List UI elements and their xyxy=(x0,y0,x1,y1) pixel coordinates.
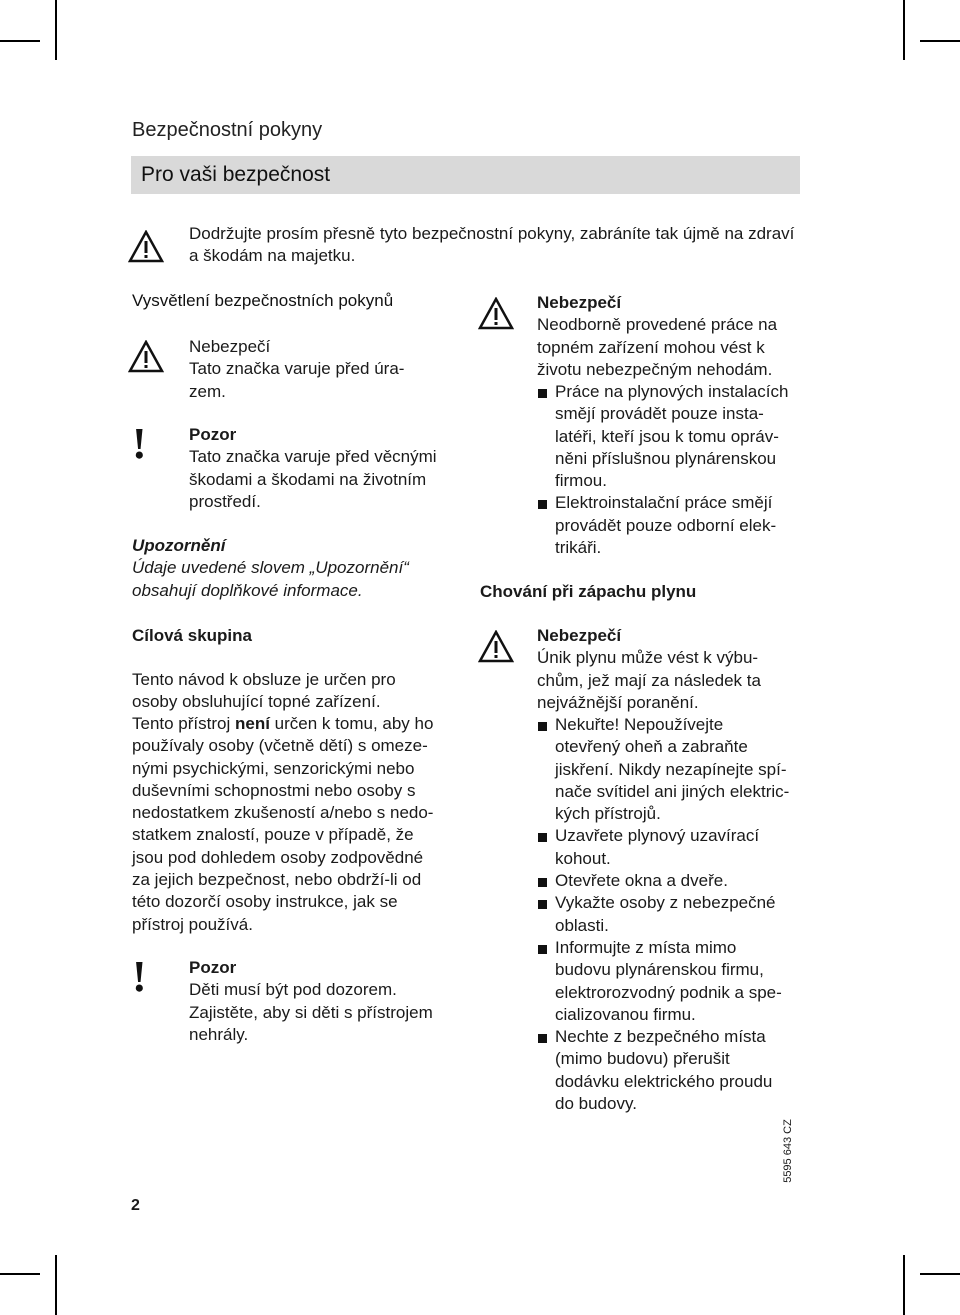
list-item: Nechte z bezpečného místa (mimo budovu) přerušit dodávku elektrického proudu do budovy. xyxy=(537,1026,807,1115)
banner-title: Pro vaši bezpečnost xyxy=(141,163,331,186)
page-number: 2 xyxy=(131,1197,140,1214)
crop-mark xyxy=(903,0,905,60)
installation-danger xyxy=(537,292,817,381)
gas-danger-label: Nebezpečí xyxy=(537,626,622,645)
target-group-p2 xyxy=(132,713,462,936)
gas-bullet-list xyxy=(537,714,807,1115)
installation-bullet-list xyxy=(537,381,807,559)
danger-explanation xyxy=(189,336,449,403)
target-group-heading: Cílová skupina xyxy=(132,626,252,645)
caution-text: Tato značka varuje před věcnými škodami a škodami na životním prostředí. xyxy=(189,447,437,511)
target-group-p1: Tento návod k obsluze je určen pro osoby obsluhující topné zařízení. xyxy=(132,670,396,712)
exclamation-icon: ! xyxy=(132,952,147,1001)
danger-text: Tato značka varuje před úra- zem. xyxy=(189,359,405,401)
p2-text-start: Tento přístroj xyxy=(132,714,235,733)
exclamation-icon: ! xyxy=(132,419,147,468)
crop-mark xyxy=(920,40,960,42)
warning-triangle-icon xyxy=(128,340,164,373)
children-caution-label: Pozor xyxy=(189,958,237,977)
danger-label: Nebezpečí xyxy=(189,337,271,356)
crop-mark xyxy=(0,40,40,42)
intro-text: Dodržujte prosím přesně tyto bezpečnostní pokyny, zabráníte tak újmě na zdraví a škodám na majetku. xyxy=(189,224,795,265)
crop-mark xyxy=(0,1273,40,1275)
list-item: Uzavřete plynový uzavírací kohout. xyxy=(537,825,807,870)
caution-label: Pozor xyxy=(189,425,237,444)
p2-text-bold: není xyxy=(235,714,270,733)
note-explanation xyxy=(132,535,452,602)
note-label: Upozornění xyxy=(132,536,226,555)
warning-triangle-icon xyxy=(478,630,514,663)
section-header: Bezpečnostní pokyny xyxy=(132,119,323,141)
gas-smell-heading: Chování při zápachu plynu xyxy=(480,582,697,601)
crop-mark xyxy=(920,1273,960,1275)
list-item: Nekuřte! Nepoužívejte otevřený oheň a zabraňte jiskření. Nikdy nezapínejte spí- nače svítidel ani jiných elektric- kých přístrojů. xyxy=(537,714,807,825)
crop-mark xyxy=(55,0,57,60)
installation-danger-label: Nebezpečí xyxy=(537,293,622,312)
explanation-heading: Vysvětlení bezpečnostních pokynů xyxy=(132,291,394,310)
gas-danger xyxy=(537,625,817,714)
crop-mark xyxy=(55,1255,57,1315)
document-code: 5595 643 CZ xyxy=(781,1119,794,1183)
list-item: Informujte z místa mimo budovu plynárenskou firmu, elektrorozvodný podnik a spe- cializovanou firmu. xyxy=(537,937,807,1026)
children-caution-text: Děti musí být pod dozorem. Zajistěte, aby si děti s přístrojem nehrály. xyxy=(189,980,433,1044)
gas-danger-text: Únik plynu může vést k výbu- chům, jež mají za následek ta nejvážnější poranění. xyxy=(537,648,761,712)
note-text: Údaje uvedené slovem „Upozornění“ obsahují doplňkové informace. xyxy=(132,558,409,600)
crop-mark xyxy=(903,1255,905,1315)
warning-triangle-icon xyxy=(478,297,514,330)
p2-text-end: určen k tomu, aby ho používaly osoby (včetně dětí) s omeze- nými psychickými, senzorickými nebo duševními schopnostmi nebo osoby s nedostatkem zkušeností a/nebo s nedo- statkem znalostí, pouze v případě, že jsou pod dohledem osoby zodpovědné za jejich bezpečnost, nebo obdrží-li od této dozorčí osoby instrukce, jak se přístroj používá. xyxy=(132,714,434,934)
title-banner xyxy=(131,156,800,194)
list-item: Elektroinstalační práce smějí provádět pouze odborní elek- trikáři. xyxy=(537,492,807,559)
list-item: Vykažte osoby z nebezpečné oblasti. xyxy=(537,892,807,937)
list-item: Otevřete okna a dveře. xyxy=(537,870,807,892)
list-item: Práce na plynových instalacích smějí provádět pouze insta- latéři, kteří jsou k tomu opráv- něni příslušnou plynárenskou firmou. xyxy=(537,381,807,492)
children-caution xyxy=(189,957,469,1046)
caution-explanation xyxy=(189,424,469,513)
warning-triangle-icon xyxy=(128,230,164,263)
installation-danger-text: Neodborně provedené práce na topném zařízení mohou vést k životu nebezpečným nehodám. xyxy=(537,315,778,379)
